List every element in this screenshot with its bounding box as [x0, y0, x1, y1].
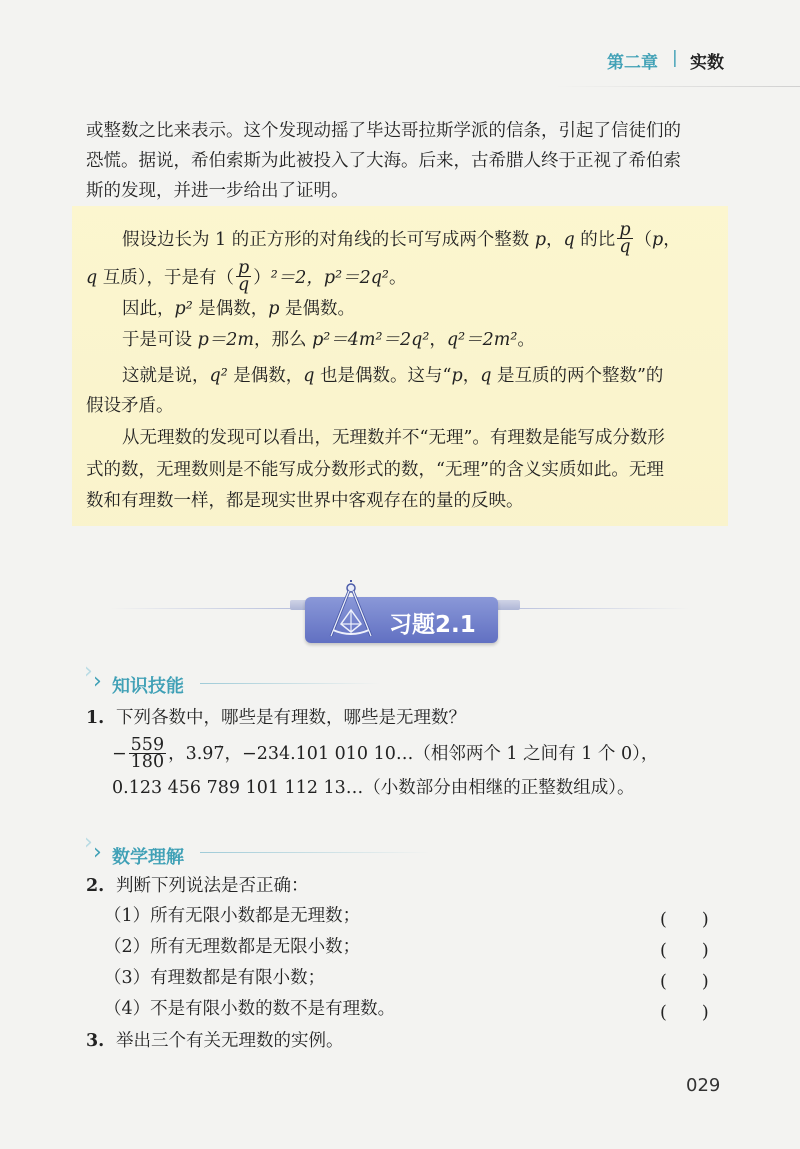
proof-line-6: 假设矛盾。	[86, 396, 174, 416]
question-1-line-2: 0.123 456 789 101 112 13…（小数部分由相继的正整数组成）。	[112, 778, 635, 798]
fraction-denominator: q	[619, 237, 631, 257]
paragraph-1-line-1: 或整数之比来表示。这个发现动摇了毕达哥拉斯学派的信条，引起了信徒们的	[86, 121, 681, 141]
open-paren: （	[634, 230, 653, 250]
statement-1: （1）所有无限小数都是无理数；	[104, 906, 361, 926]
var-p: p	[652, 230, 664, 250]
var-q: q	[480, 366, 492, 386]
proof-line-5	[122, 366, 663, 386]
exercise-title: 习题2.1	[389, 612, 476, 638]
var-q-squared: q²	[209, 366, 228, 386]
coprime-text: 互质），于是有（	[97, 268, 235, 288]
equation: p²＝2q²	[323, 268, 389, 288]
question-3-text: 举出三个有关无理数的实例。	[116, 1031, 344, 1051]
conclusion-line-2: 式的数，无理数则是不能写成分数形式的数，“无理”的含义实质如此。无理	[86, 460, 664, 480]
comma: ，	[546, 230, 564, 250]
text: 是偶数，	[192, 299, 269, 319]
equation: ²＝2，	[270, 268, 324, 288]
fraction-p-over-q	[617, 222, 632, 255]
question-2-text: 判断下列说法是否正确：	[116, 876, 309, 896]
proof-line-1	[122, 220, 681, 257]
question-1-number: 1.	[86, 708, 105, 728]
period: 。	[388, 268, 407, 288]
paragraph-1-line-2: 恐慌。据说，希伯索斯为此被投入了大海。后来，古希腊人终于正视了希伯索	[86, 151, 681, 171]
proof-line-1-text: 假设边长为 1 的正方形的对角线的长可写成两个整数	[122, 230, 535, 250]
text: 这就是说，	[122, 366, 210, 386]
period: 。	[517, 330, 535, 350]
header-rule	[555, 86, 800, 87]
fraction-p-over-q	[236, 260, 251, 293]
chapter-number: 第二章	[607, 53, 658, 73]
answer-blank: ( )	[660, 972, 709, 992]
fraction-numerator: 559	[130, 735, 165, 755]
compass-icon	[323, 580, 379, 642]
chevron-right-icon: ›	[93, 840, 102, 865]
comma: ，	[663, 230, 681, 250]
statement-2: （2）所有无理数都是无限小数；	[104, 937, 361, 957]
fraction-numerator: p	[238, 258, 250, 278]
section-heading-skills: 知识技能	[112, 676, 184, 697]
comma: ，	[462, 366, 481, 386]
statement-3: （3）有理数都是有限小数；	[104, 968, 326, 988]
section-rule	[200, 683, 380, 684]
fraction-559-180	[129, 737, 166, 770]
var-q: q	[86, 268, 98, 288]
var-q: q	[303, 366, 315, 386]
fraction-denominator: q	[238, 275, 250, 295]
conclusion-line-1: 从无理数的发现可以看出，无理数并不“无理”。有理数是能写成分数形	[122, 428, 665, 448]
equation: p²＝4m²＝2q²	[312, 330, 430, 350]
page-number: 029	[686, 1075, 721, 1096]
chevron-right-icon: ›	[84, 830, 93, 855]
chevron-right-icon: ›	[93, 669, 102, 694]
ratio-text: 的比	[574, 230, 616, 250]
text: 因此，	[122, 299, 175, 319]
var-p-squared: p²	[174, 299, 193, 319]
comma: ，	[429, 330, 447, 350]
text: 是互质的两个整数”的	[491, 366, 664, 386]
var-p: p	[534, 230, 547, 250]
fraction-numerator: p	[619, 220, 631, 240]
var-p: p	[451, 366, 463, 386]
text: 是偶数，	[227, 366, 304, 386]
question-1-items	[112, 735, 659, 772]
chapter-title: 实数	[690, 53, 724, 73]
equation: q²＝2m²	[446, 330, 518, 350]
text: 是偶数。	[279, 299, 356, 319]
paragraph-1-line-3: 斯的发现，并进一步给出了证明。	[86, 181, 349, 201]
header-separator: |	[672, 48, 678, 68]
question-1-text: 下列各数中，哪些是有理数，哪些是无理数？	[116, 708, 466, 728]
answer-blank: ( )	[660, 910, 709, 930]
question-3-number: 3.	[86, 1031, 105, 1051]
answer-blank: ( )	[660, 941, 709, 961]
proof-line-4	[122, 330, 535, 350]
text: 于是可设	[122, 330, 198, 350]
answer-blank: ( )	[660, 1003, 709, 1023]
conclusion-line-3: 数和有理数一样，都是现实世界中客观存在的量的反映。	[86, 491, 524, 511]
question-2-number: 2.	[86, 876, 105, 896]
text: 也是偶数。这与“	[314, 366, 452, 386]
chevron-right-icon: ›	[84, 659, 93, 684]
text: ，那么	[254, 330, 313, 350]
section-rule	[200, 852, 430, 853]
number-list: ，3.97̇，−234.101 010 10…（相邻两个 1 之间有 1 个 0），	[168, 744, 659, 764]
var-p: p	[268, 299, 280, 319]
page-header	[0, 0, 800, 100]
fraction-denominator: 180	[130, 752, 165, 772]
proof-line-2	[86, 258, 407, 295]
section-heading-understanding: 数学理解	[112, 847, 184, 868]
proof-line-3	[122, 299, 355, 319]
statement-4: （4）不是有限小数的数不是有理数。	[104, 999, 396, 1019]
close-paren: ）	[253, 268, 271, 288]
var-q: q	[563, 230, 575, 250]
minus-sign: −	[112, 744, 127, 764]
equation: p＝2m	[197, 330, 254, 350]
